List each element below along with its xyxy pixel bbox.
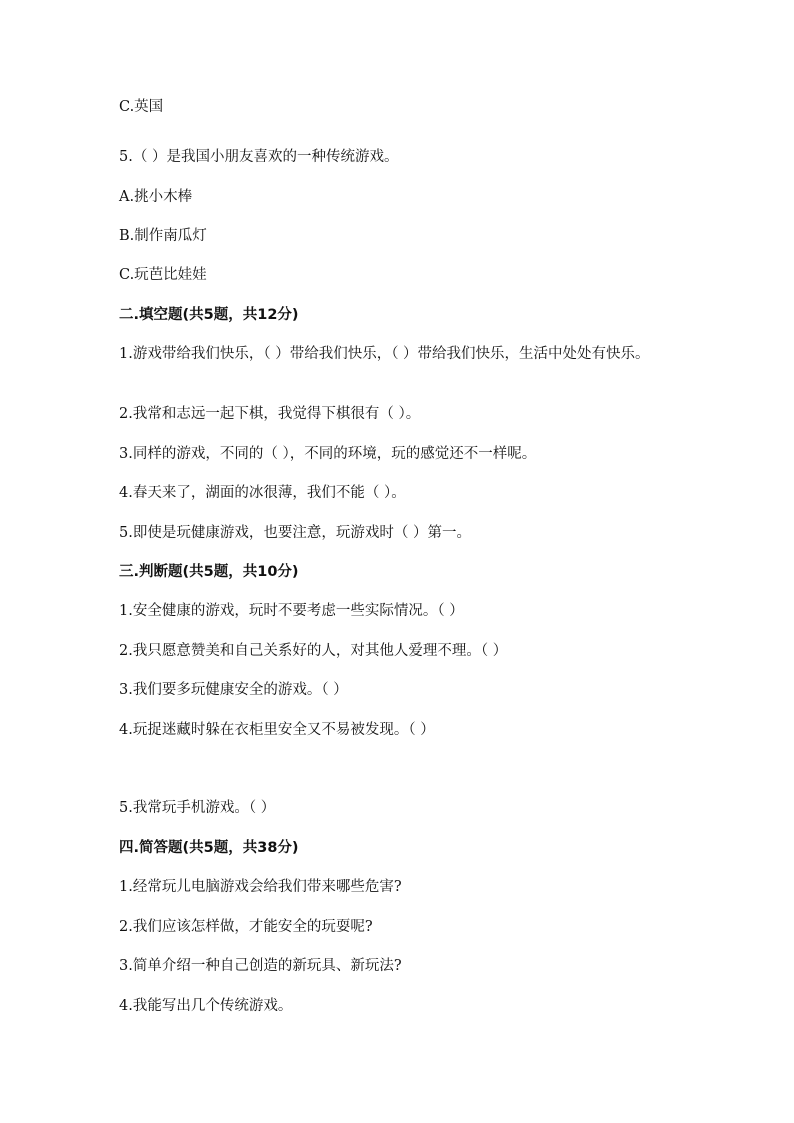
fill-question-4: 4.春天来了，湖面的冰很薄，我们不能（ ）。 xyxy=(119,485,406,501)
section2-title: 二.填空题(共5题，共12分) xyxy=(119,307,299,323)
q5-option-b: B.制作南瓜灯 xyxy=(119,228,207,244)
fill-question-5: 5.即使是玩健康游戏，也要注意，玩游戏时（ ）第一。 xyxy=(119,525,471,541)
q4-option-c: C.英国 xyxy=(119,99,164,115)
section3-title: 三.判断题(共5题，共10分) xyxy=(119,564,299,580)
fill-question-1: 1.游戏带给我们快乐，（ ）带给我们快乐，（ ）带给我们快乐，生活中处处有快乐。 xyxy=(119,346,650,362)
short-question-3: 3.简单介绍一种自己创造的新玩具、新玩法? xyxy=(119,958,402,974)
judge-question-4: 4.玩捉迷藏时躲在衣柜里安全又不易被发现。（ ） xyxy=(119,722,435,738)
judge-question-5: 5.我常玩手机游戏。（ ） xyxy=(119,800,276,816)
short-question-4: 4.我能写出几个传统游戏。 xyxy=(119,998,293,1014)
judge-question-2: 2.我只愿意赞美和自己关系好的人，对其他人爱理不理。（ ） xyxy=(119,643,508,659)
q5-option-c: C.玩芭比娃娃 xyxy=(119,267,207,283)
fill-question-2: 2.我常和志远一起下棋，我觉得下棋很有（ ）。 xyxy=(119,406,421,422)
q5-stem: 5.（ ）是我国小朋友喜欢的一种传统游戏。 xyxy=(119,149,399,165)
short-question-2: 2.我们应该怎样做，才能安全的玩耍呢? xyxy=(119,919,373,935)
section4-title: 四.简答题(共5题，共38分) xyxy=(119,840,299,856)
judge-question-1: 1.安全健康的游戏，玩时不要考虑一些实际情况。（ ） xyxy=(119,603,464,619)
fill-question-3: 3.同样的游戏，不同的（ ），不同的环境，玩的感觉还不一样呢。 xyxy=(119,446,537,462)
q5-option-a: A.挑小木棒 xyxy=(119,189,193,205)
judge-question-3: 3.我们要多玩健康安全的游戏。（ ） xyxy=(119,682,348,698)
short-question-1: 1.经常玩儿电脑游戏会给我们带来哪些危害? xyxy=(119,879,402,895)
